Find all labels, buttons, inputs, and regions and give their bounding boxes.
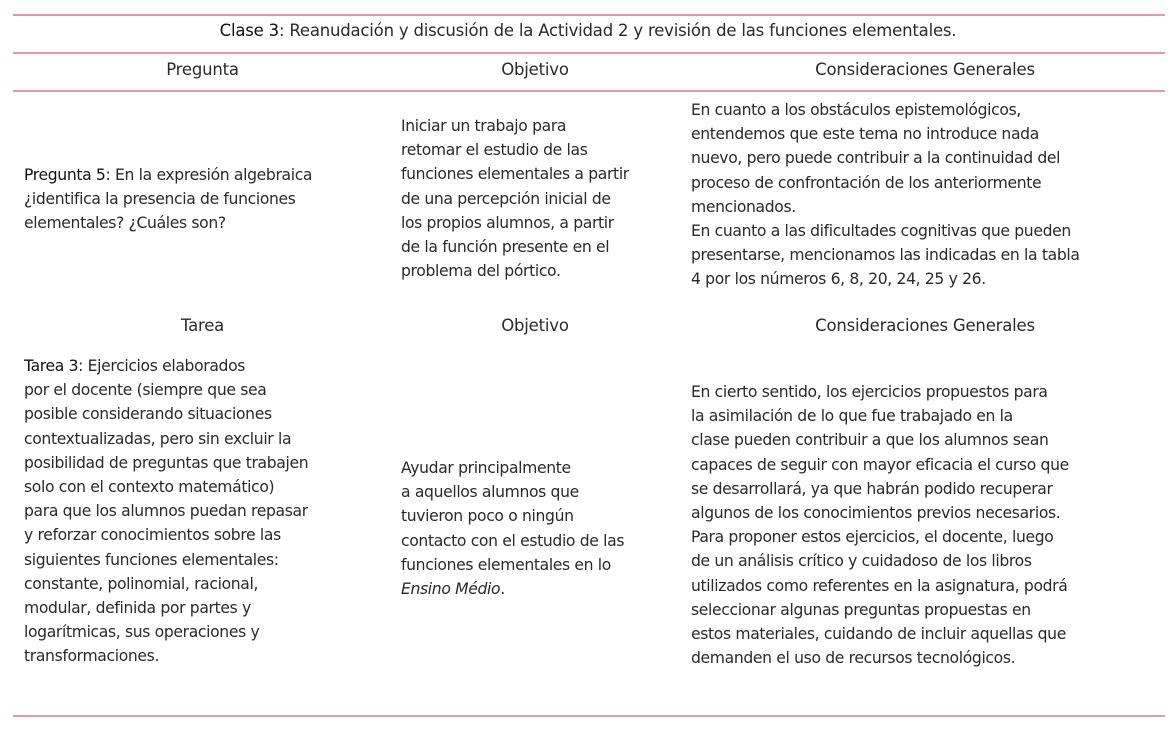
- header-bottom-rule: [13, 90, 1165, 92]
- consideraciones-line: 4 por los números 6, 8, 20, 24, 25 y 26.: [691, 270, 986, 289]
- consideraciones-line: seleccionar algunas preguntas propuestas en: [691, 600, 1031, 619]
- consideraciones-line: Para proponer estos ejercicios, el docente, luego: [691, 528, 1054, 547]
- tarea-line: posibilidad de preguntas que trabajen: [24, 453, 309, 472]
- tarea-line: solo con el contexto matemático): [24, 478, 275, 497]
- header-consideraciones: Consideraciones Generales: [815, 60, 1035, 79]
- consideraciones-line: demanden el uso de recursos tecnológicos.: [691, 649, 1016, 668]
- tarea-line: constante, polinomial, racional,: [24, 574, 259, 593]
- objetivo-line: problema del pórtico.: [401, 262, 561, 281]
- tarea-3-cell: [24, 354, 308, 669]
- consideraciones-2-cell: [691, 380, 1069, 670]
- objetivo-line: funciones elementales en lo: [401, 555, 611, 574]
- objetivo-line: Iniciar un trabajo para: [401, 117, 567, 135]
- tarea-line: posible considerando situaciones: [24, 405, 272, 424]
- pregunta-line: : En la expresión algebraica: [105, 166, 313, 184]
- table-top-rule: [13, 14, 1165, 16]
- header-objetivo-2: Objetivo: [501, 316, 569, 335]
- pregunta-line: elementales? ¿Cuáles son?: [24, 214, 226, 233]
- consideraciones-line: clase pueden contribuir a que los alumnos sean: [691, 431, 1049, 450]
- objetivo-line: tuvieron poco o ningún: [401, 507, 574, 526]
- consideraciones-line: la asimilación de lo que fue trabajado en la: [691, 407, 1013, 426]
- objetivo-1-cell: [401, 114, 629, 283]
- objetivo-line: funciones elementales a partir: [401, 165, 629, 184]
- tarea-label: Tarea 3: [24, 357, 79, 375]
- consideraciones-line: entendemos que este tema no introduce nada: [691, 125, 1039, 144]
- tarea-line: logarítmicas, sus operaciones y: [24, 623, 260, 642]
- pregunta-line: ¿identifica la presencia de funciones: [24, 190, 296, 209]
- consideraciones-line: se desarrollará, ya que habrán podido recuperar: [691, 479, 1053, 498]
- tarea-line: y reforzar conocimientos sobre las: [24, 526, 281, 545]
- objetivo-2-cell: [401, 456, 624, 601]
- consideraciones-line: estos materiales, cuidando de incluir aquellas que: [691, 625, 1066, 644]
- consideraciones-line: utilizados como referentes en la asignatura, podrá: [691, 576, 1068, 595]
- consideraciones-line: capaces de seguir con mayor eficacia el curso que: [691, 455, 1069, 474]
- consideraciones-line: proceso de confrontación de los anteriormente: [691, 173, 1042, 192]
- consideraciones-line: En cierto sentido, los ejercicios propuestos para: [691, 383, 1048, 401]
- header-consideraciones-2: Consideraciones Generales: [815, 316, 1035, 335]
- objetivo-line: a aquellos alumnos que: [401, 483, 579, 502]
- table-title-prefix: Clase 3: [219, 21, 279, 40]
- tarea-line: para que los alumnos puedan repasar: [24, 502, 308, 521]
- objetivo-line: de una percepción inicial de: [401, 189, 611, 208]
- consideraciones-line: mencionados.: [691, 197, 796, 216]
- tarea-line: siguientes funciones elementales:: [24, 550, 279, 569]
- tarea-line: modular, definida por partes y: [24, 599, 251, 618]
- consideraciones-line: algunos de los conocimientos previos necesarios.: [691, 504, 1061, 523]
- table-title-rest: : Reanudación y discusión de la Actividad 2 y revisión de las funciones elementales.: [278, 21, 957, 40]
- table-bottom-rule: [13, 715, 1165, 717]
- header-objetivo: Objetivo: [501, 60, 569, 79]
- pregunta-5-cell: [24, 163, 312, 236]
- consideraciones-line: En cuanto a los obstáculos epistemológicos,: [691, 101, 1021, 119]
- ensino-medio-italic: Ensino Médio: [401, 580, 501, 599]
- objetivo-line: de la función presente en el: [401, 238, 610, 257]
- title-bottom-rule: [13, 52, 1165, 54]
- pregunta-label: Pregunta 5: [24, 166, 106, 184]
- objetivo-tail: .: [500, 580, 505, 599]
- tarea-line: transformaciones.: [24, 647, 160, 666]
- consideraciones-line: En cuanto a las dificultades cognitivas que pueden: [691, 222, 1071, 241]
- objetivo-line: contacto con el estudio de las: [401, 531, 625, 550]
- tarea-line: : Ejercicios elaborados: [78, 357, 246, 375]
- tarea-line: por el docente (siempre que sea: [24, 381, 267, 400]
- tarea-line: contextualizadas, pero sin excluir la: [24, 429, 292, 448]
- objetivo-line: los propios alumnos, a partir: [401, 213, 614, 232]
- header-pregunta: Pregunta: [166, 60, 239, 79]
- consideraciones-line: presentarse, mencionamos las indicadas en la tabla: [691, 246, 1080, 265]
- consideraciones-line: de un análisis crítico y cuidadoso de los libros: [691, 552, 1032, 571]
- consideraciones-line: nuevo, pero puede contribuir a la continuidad del: [691, 149, 1061, 168]
- header-tarea: Tarea: [180, 316, 225, 335]
- table-title: [0, 21, 1176, 40]
- objetivo-line: retomar el estudio de las: [401, 141, 588, 160]
- objetivo-line: Ayudar principalmente: [401, 459, 571, 477]
- consideraciones-1-cell: [691, 98, 1080, 292]
